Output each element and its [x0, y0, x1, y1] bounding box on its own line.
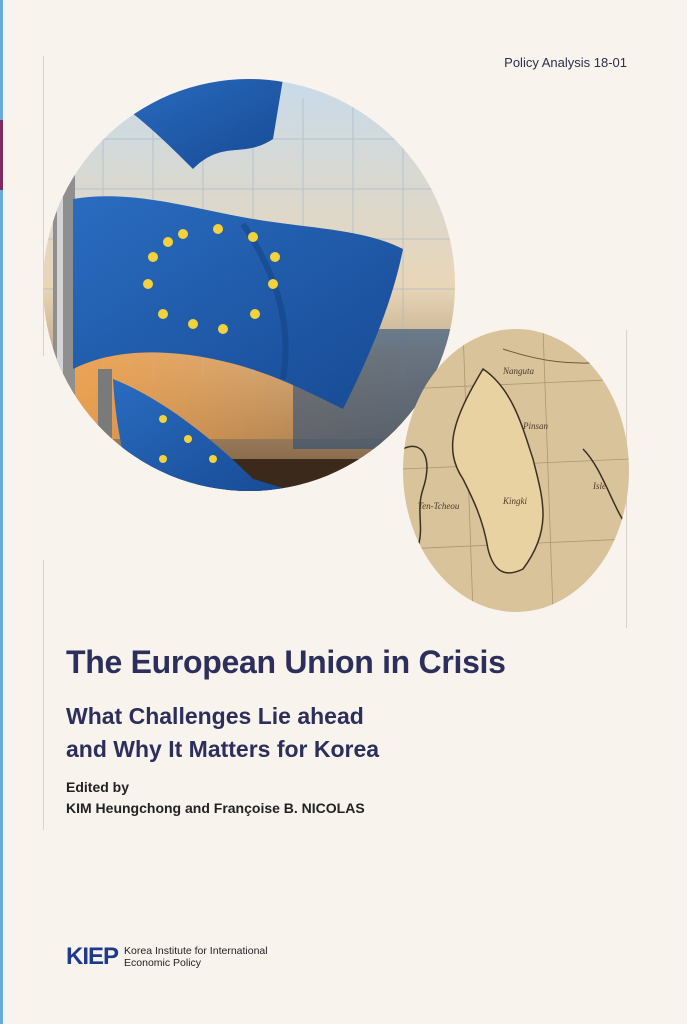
antique-map-image [403, 329, 629, 612]
publisher-name-line-1: Korea Institute for International [124, 945, 268, 957]
publisher-logo [66, 943, 268, 971]
guide-line-left-lower [43, 560, 44, 830]
publisher-name-line-2: Economic Policy [124, 957, 202, 969]
book-subtitle [66, 700, 379, 766]
subtitle-line-2: and Why It Matters for Korea [66, 736, 380, 762]
book-title: The European Union in Crisis [66, 644, 506, 680]
svg-text:Ten-Tcheou: Ten-Tcheou [418, 501, 460, 511]
series-label: Policy Analysis 18-01 [504, 55, 627, 70]
svg-text:Kingki: Kingki [503, 496, 527, 506]
eu-flags-photo [43, 79, 455, 491]
edited-by-label: Edited by [66, 779, 130, 795]
kiep-logo-mark: KIEP [66, 943, 119, 970]
publisher-name [124, 945, 268, 969]
svg-text:Pinsan: Pinsan [523, 421, 549, 431]
subtitle-line-1: What Challenges Lie ahead [66, 703, 364, 729]
editors-names: KIM Heungchong and Françoise B. NICOLAS [66, 800, 365, 816]
spine-accent [0, 120, 3, 190]
svg-text:Isle: Isle [593, 481, 606, 491]
svg-text:Nanguta: Nanguta [503, 366, 535, 376]
